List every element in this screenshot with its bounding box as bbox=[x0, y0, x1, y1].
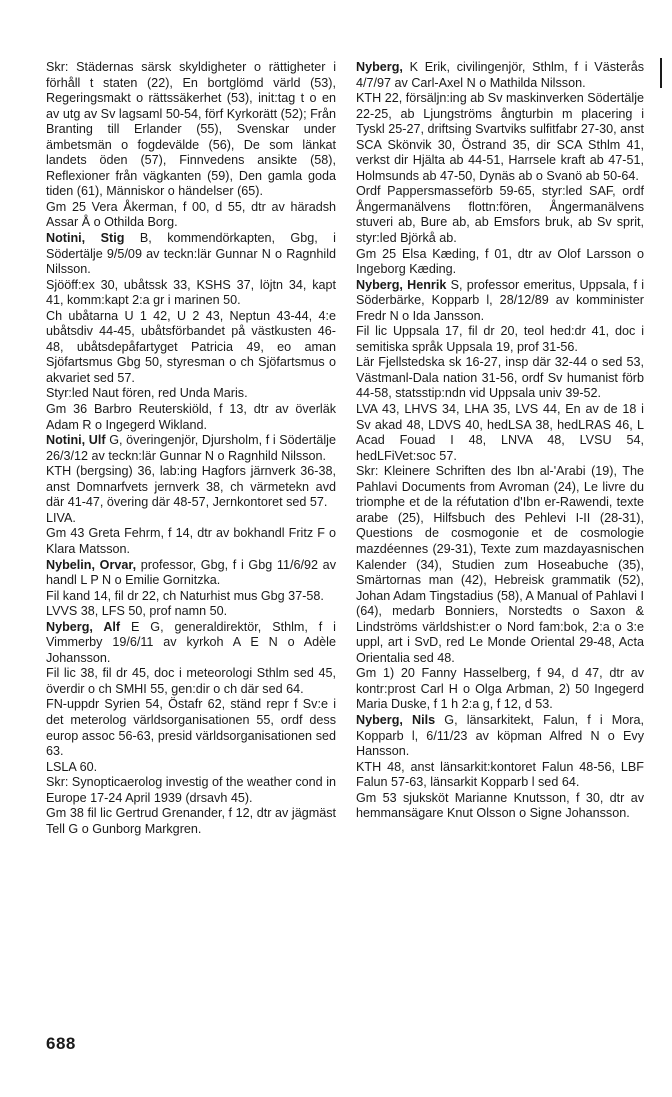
entry-text: G, länsarkitekt, Falun, f i Mora, Kopparb l, 6/11/23 av köpman Alfred N o Evy Hansson. bbox=[356, 712, 644, 759]
entry-text: Ordf Pappersmasseförb 59-65, styr:led SAF, ordf Ångermanälvens flottn:fören, Ångermanälvens stuveri ab, Bure ab, ab Emsfors bruk, ab Sv sprit, styr:led Björkå ab. bbox=[356, 184, 644, 246]
biography-paragraph bbox=[356, 91, 644, 184]
person-name: Nybelin, Orvar, bbox=[46, 557, 137, 572]
entry-text: Skr: Kleinere Schriften des Ibn al-'Arabi (19), The Pahlavi Documents from Avroman (24), Le livre du triomphe et de la réfutation d'Ibn er-Rawendi, texte arabe (25), Hilfsbuch des Pehlevi I-II (28-31), Questions de cosmogonie et de cosmologie mazdéennes (29-31), Texte zum mazdayasnischen Kalender (34), Studien zum Hoseabuche (35), Smärtornas man (42), Hebreisk grammatik (52), Johan Adam Tingstadius (58), A Manual of Pahlavi I (64), medarb Bonniers, Norstedts o Saxon & Lindströms världshist:er o Nord fam:bok, 2:a o 3:e uppl, art i SvD, red Le Monde Oriental 29-48, Acta Orientalia sed 48. bbox=[356, 464, 644, 665]
entry-text: LVA 43, LHVS 34, LHA 35, LVS 44, En av de 18 i Sv akad 48, LDVS 40, hedLSA 38, hedLRAS 46, L Acad Fouad I 48, LNVA 48, LVSU 54, hedLFiVet:soc 57. bbox=[356, 402, 644, 463]
biography-paragraph bbox=[356, 402, 644, 464]
biography-paragraph bbox=[46, 278, 336, 309]
entry-text: KTH 22, försäljn:ing ab Sv maskinverken Södertälje 22-25, ab Ljungströms ångturbin m placering i Tyskl 25-27, driftsing Svartviks sulfitfabr 27-30, anst SCA Skönvik 30, Östrand 35, dir SCA Sthlm 41, verkst dir Hjälta ab 44-51, Harrsele kraft ab 47-51, Holmsunds ab 47-50, Dynäs ab o Svanö ab 50-64. bbox=[356, 91, 644, 183]
entry-text: Styr:led Naut fören, red Unda Maris. bbox=[46, 386, 248, 401]
person-name: Notini, Ulf bbox=[46, 433, 106, 448]
entry-text: LSLA 60. bbox=[46, 759, 98, 774]
biography-entry-heading bbox=[46, 558, 336, 589]
entry-text: LVVS 38, LFS 50, prof namn 50. bbox=[46, 604, 228, 619]
person-name: Nyberg, Alf bbox=[46, 619, 121, 634]
biography-paragraph bbox=[46, 806, 336, 837]
biography-paragraph bbox=[356, 760, 644, 791]
biography-paragraph bbox=[46, 526, 336, 557]
entry-text: K Erik, civilingenjör, Sthlm, f i Västerås 4/7/97 av Carl-Axel N o Mathilda Nilsson. bbox=[356, 60, 644, 90]
entry-text: S, professor emeritus, Uppsala, f i Söderbärke, Kopparb l, 28/12/89 av komminister Fredr N o Ida Jansson. bbox=[356, 277, 644, 323]
biography-paragraph bbox=[46, 402, 336, 433]
biography-paragraph bbox=[46, 760, 336, 776]
entry-text: LIVA. bbox=[46, 510, 76, 525]
biography-paragraph bbox=[46, 464, 336, 511]
page-number: 688 bbox=[46, 1034, 76, 1053]
biography-entry-heading bbox=[46, 620, 336, 667]
biography-paragraph bbox=[46, 60, 336, 200]
biography-paragraph bbox=[356, 464, 644, 666]
entry-text: Lär Fjellstedska sk 16-27, insp där 32-44 o sed 53, Västmanl-Dala nation 31-56, ordf Sv humanist förb 44-58, statsstip:ndn vid Uppsala univ 39-52. bbox=[356, 355, 644, 401]
entry-text: Gm 38 fil lic Gertrud Grenander, f 12, dtr av jägmäst Tell G o Gunborg Markgren. bbox=[46, 806, 336, 836]
person-name: Nyberg, bbox=[356, 60, 403, 74]
entry-text: Gm 25 Vera Åkerman, f 00, d 55, dtr av häradsh Assar Å o Othilda Borg. bbox=[46, 199, 336, 230]
entry-text: G, överingenjör, Djursholm, f i Södertälje 26/3/12 av teckn:lär Gunnar N o Ragnhild Nilsson. bbox=[46, 433, 336, 463]
person-name: Notini, Stig bbox=[46, 231, 125, 246]
entry-text: Fil kand 14, fil dr 22, ch Naturhist mus Gbg 37-58. bbox=[46, 588, 324, 603]
biography-paragraph bbox=[46, 666, 336, 697]
left-column bbox=[46, 60, 336, 837]
biography-entry-heading bbox=[46, 433, 336, 464]
entry-text: Gm 36 Barbro Reuterskiöld, f 13, dtr av överläk Adam R o Ingegerd Wikland. bbox=[46, 402, 336, 432]
entry-text: Fil lic Uppsala 17, fil dr 20, teol hed:dr 41, doc i semitiska språk Uppsala 19, prof 31-56. bbox=[356, 324, 644, 354]
biography-paragraph bbox=[46, 386, 336, 402]
biography-paragraph bbox=[46, 604, 336, 620]
entry-text: Fil lic 38, fil dr 45, doc i meteorologi Sthlm sed 45, överdir o ch SMHI 55, gen:dir o ch där sed 64. bbox=[46, 666, 336, 696]
entry-text: KTH (bergsing) 36, lab:ing Hagfors järnverk 36-38, anst Domnarfvets jernverk 38, ch värmetekn avd där 41-47, övering där 48-57, Jernkontoret sed 57. bbox=[46, 464, 336, 510]
entry-text: Gm 43 Greta Fehrm, f 14, dtr av bokhandl Fritz F o Klara Matsson. bbox=[46, 526, 336, 556]
biography-paragraph bbox=[46, 697, 336, 759]
biography-entry-heading bbox=[356, 713, 644, 760]
biography-paragraph bbox=[46, 200, 336, 231]
biography-paragraph bbox=[356, 184, 644, 246]
entry-text: Skr: Synopticaerolog investig of the weather cond in Europe 17-24 April 1939 (drsavh 45). bbox=[46, 775, 336, 805]
entry-text: KTH 48, anst länsarkit:kontoret Falun 48-56, LBF Falun 57-63, länsarkit Kopparb l sed 64. bbox=[356, 759, 644, 790]
right-column bbox=[356, 60, 644, 822]
entry-text: FN-uppdr Syrien 54, Östafr 62, ständ repr f Sv:e i det meterolog världsorganisationen 55, ordf dess europ assoc 56-63, presid världsorganisationen sed 63. bbox=[46, 697, 336, 759]
entry-text: Gm 53 sjuksköt Marianne Knutsson, f 30, dtr av hemmansägare Knut Olsson o Signe Johansson. bbox=[356, 790, 644, 821]
biography-paragraph bbox=[356, 791, 644, 822]
biography-paragraph bbox=[46, 589, 336, 605]
biography-entry-heading bbox=[46, 231, 336, 278]
biography-entry-heading bbox=[356, 278, 644, 325]
biography-entry-heading bbox=[356, 60, 644, 91]
entry-text: Gm 1) 20 Fanny Hasselberg, f 94, d 47, dtr av kontr:prost Carl H o Olga Arbman, 2) 50 Ingegerd Maria Duske, f 1 h 2:a g, f 12, d 53. bbox=[356, 666, 644, 712]
entry-text: Skr: Städernas särsk skyldigheter o rättigheter i förhåll t staten (22), En bortglömd värld (53), Regeringsmakt o rättssäkerhet (53), init:tag t o en av utg av Sv lagsaml 50-54, förf Kyrkorätt (52); Från Branting till Erlander (55), Svenskar under ämbetsmän o fogdevälde (56), De som länkat landets öden (57), Finnvedens ansikte (58), Reflexioner från vägkanten (59), Den gamla goda tiden (61), Människor o händelser (65). bbox=[46, 60, 336, 199]
entry-text: Ch ubåtarna U 1 42, U 2 43, Neptun 43-44, 4:e ubåtsdiv 44-45, ubåtsförbandet på västkusten 46-48, ubåtsdepåfartyget Patricia 49, eo aman Sjöfartsmus Gbg 50, styresman o ch Sjöfartsmus o akvariet sed 57. bbox=[46, 308, 336, 385]
biography-paragraph bbox=[356, 324, 644, 355]
biography-paragraph bbox=[46, 309, 336, 387]
biography-paragraph bbox=[46, 775, 336, 806]
biography-paragraph bbox=[356, 355, 644, 402]
entry-text: professor, Gbg, f i Gbg 11/6/92 av handl L P N o Emilie Gornitzka. bbox=[46, 557, 336, 588]
entry-text: Sjööff:ex 30, ubåtssk 33, KSHS 37, löjtn 34, kapt 41, komm:kapt 2:a gr i marinen 50. bbox=[46, 277, 336, 308]
biography-paragraph bbox=[46, 511, 336, 527]
person-name: Nyberg, Henrik bbox=[356, 277, 447, 292]
entry-text: Gm 25 Elsa Kæding, f 01, dtr av Olof Larsson o Ingeborg Kæding. bbox=[356, 246, 644, 277]
biography-paragraph bbox=[356, 247, 644, 278]
column-marker-rule bbox=[660, 58, 662, 88]
entry-text: E G, generaldirektör, Sthlm, f i Vimmerby 19/6/11 av kyrkoh A E N o Adèle Johansson. bbox=[46, 619, 336, 665]
entry-text: B, kommendörkapten, Gbg, i Södertälje 9/5/09 av teckn:lär Gunnar N o Ragnhild Nilsson. bbox=[46, 231, 336, 277]
biography-paragraph bbox=[356, 666, 644, 713]
person-name: Nyberg, Nils bbox=[356, 712, 436, 727]
